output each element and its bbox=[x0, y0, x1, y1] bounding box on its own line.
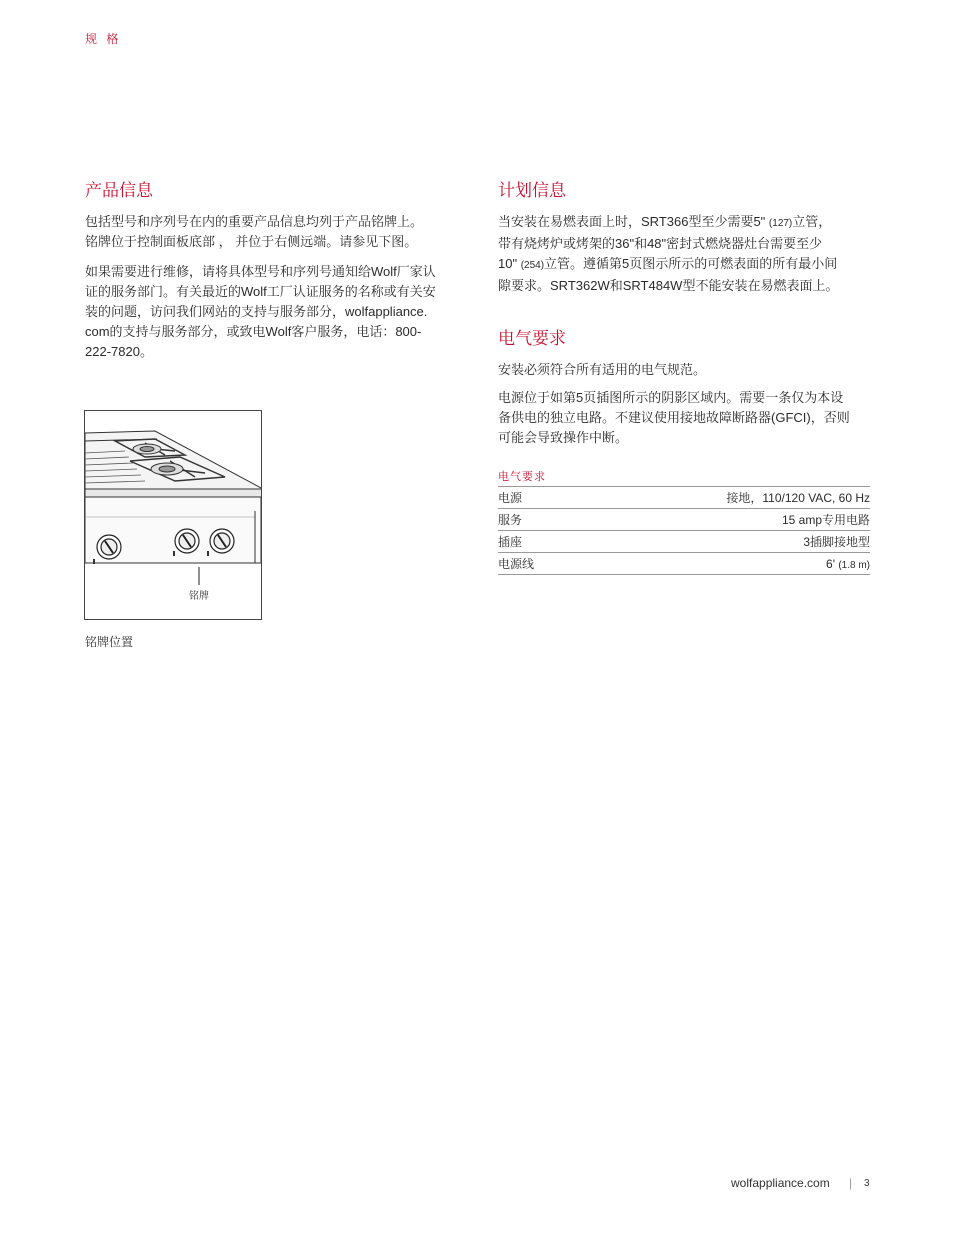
row-value bbox=[573, 553, 870, 575]
product-info-para1 bbox=[85, 212, 475, 252]
dimension-mm: (254) bbox=[520, 260, 545, 271]
row-value: 接地，110/120 VAC, 60 Hz bbox=[573, 487, 870, 509]
text-line: 可能会导致操作中断。 bbox=[498, 430, 629, 445]
text-line: 备供电的独立电路。不建议使用接地故障断路器(GFCI)，否则 bbox=[498, 410, 850, 425]
rating-plate-figure bbox=[84, 410, 262, 620]
text-segment: 立管， bbox=[792, 214, 832, 229]
dimension-mm: (127) bbox=[768, 218, 793, 229]
row-label: 电源 bbox=[498, 487, 573, 509]
electrical-para2 bbox=[498, 388, 878, 448]
website-link[interactable]: wolfappliance.com bbox=[731, 1176, 830, 1190]
text-line: com的支持与服务部分，或致电Wolf客户服务，电话：800- bbox=[85, 324, 422, 339]
planning-info-title: 计划信息 bbox=[498, 181, 566, 200]
product-info-title: 产品信息 bbox=[85, 181, 153, 200]
text-segment: 6' bbox=[826, 556, 839, 571]
row-label: 电源线 bbox=[498, 553, 573, 575]
text-line: 证的服务部门。有关最近的Wolf工厂认证服务的名称或有关安 bbox=[85, 284, 436, 299]
text-line bbox=[498, 254, 878, 276]
spec-table-title: 电气要求 bbox=[498, 471, 546, 483]
footer-separator: | bbox=[849, 1176, 853, 1190]
page-number: 3 bbox=[864, 1178, 870, 1189]
table-row bbox=[498, 553, 870, 575]
text-line: 222-7820。 bbox=[85, 344, 153, 359]
row-label: 服务 bbox=[498, 509, 573, 531]
text-line: 装的问题，访问我们网站的支持与服务部分，wolfappliance. bbox=[85, 304, 428, 319]
table-row bbox=[498, 509, 870, 531]
text-line: 铭牌位于控制面板底部 ， 并位于右侧远端。请参见下图。 bbox=[85, 234, 418, 249]
electrical-para1 bbox=[498, 360, 878, 380]
text-line bbox=[498, 212, 878, 234]
text-line: 电源位于如第5页插图所示的阴影区域内。需要一条仅为本设 bbox=[498, 390, 844, 405]
table-row bbox=[498, 531, 870, 553]
row-value: 15 amp专用电路 bbox=[573, 509, 870, 531]
text-segment: 立管。遵循第5页图示所示的可燃表面的所有最小间 bbox=[544, 256, 838, 271]
text-line: 隙要求。SRT362W和SRT484W型不能安装在易燃表面上。 bbox=[498, 278, 839, 293]
electrical-spec-table bbox=[498, 486, 870, 575]
text-line: 带有烧烤炉或烤架的36"和48"密封式燃烧器灶台需要至少 bbox=[498, 236, 823, 251]
text-line: 如果需要进行维修，请将具体型号和序列号通知给Wolf厂家认 bbox=[85, 264, 436, 279]
row-label: 插座 bbox=[498, 531, 573, 553]
row-value: 3插脚接地型 bbox=[573, 531, 870, 553]
figure-caption: 铭牌位置 bbox=[85, 635, 134, 649]
electrical-title: 电气要求 bbox=[498, 329, 566, 348]
planning-info-para bbox=[498, 212, 878, 296]
cooktop-illustration bbox=[85, 411, 262, 620]
rating-plate-callout: 铭牌 bbox=[189, 591, 209, 602]
table-row bbox=[498, 487, 870, 509]
text-segment: 10" bbox=[498, 256, 521, 271]
dimension-m: (1.8 m) bbox=[838, 559, 870, 571]
text-line: 安装必须符合所有适用的电气规范。 bbox=[498, 362, 707, 377]
section-label: 规 格 bbox=[85, 32, 122, 46]
text-line: 包括型号和序列号在内的重要产品信息均列于产品铭牌上。 bbox=[85, 214, 424, 229]
text-segment: 当安装在易燃表面上时，SRT366型至少需要5" bbox=[498, 214, 769, 229]
product-info-para2 bbox=[85, 262, 475, 362]
